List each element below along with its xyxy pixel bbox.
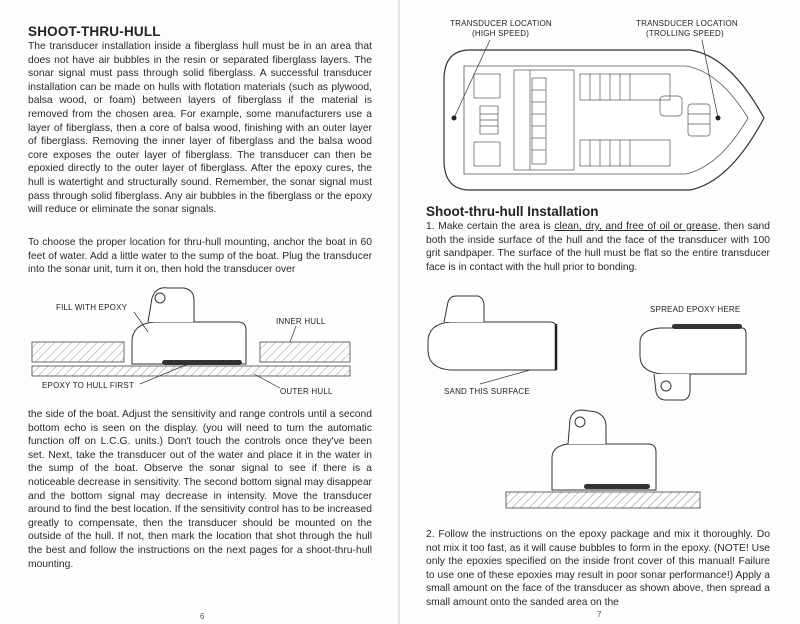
label-high-speed-line2: (HIGH SPEED) — [472, 29, 530, 38]
boat-top-view-diagram — [430, 14, 780, 200]
step-2-paragraph: 2. Follow the instructions on the epoxy package and mix it thoroughly. Do not mix it too fast, as it will cause bubbles to form in the epoxy. (NOTE! Use only the epoxies specified on the inside front cover of this manual! Failure to use one of these epoxies may result in poor sonar performance!) Apply a small amount on the face of the transducer as shown above, then spread a small amount onto the sanded area on the — [426, 529, 770, 608]
high-speed-location-dot — [452, 116, 457, 121]
transducer-side-view-sand — [428, 296, 556, 370]
epoxy-bead-bottom — [584, 484, 650, 489]
page-number: 6 — [200, 612, 205, 621]
transducer-shape — [132, 288, 246, 364]
label-high-speed-line1: TRANSDUCER LOCATION — [450, 19, 552, 28]
installation-heading: Shoot-thru-hull Installation — [426, 204, 599, 219]
label-trolling-speed-line1: TRANSDUCER LOCATION — [636, 19, 738, 28]
label-fill-with-epoxy: FILL WITH EPOXY — [56, 303, 128, 312]
outer-hull-layer — [32, 366, 350, 376]
transducer-side-view-epoxy — [640, 328, 746, 400]
right-page — [400, 0, 800, 624]
page-number-right: 7 — [597, 610, 602, 619]
label-outer-hull: OUTER HULL — [280, 387, 333, 396]
label-sand-this-surface: SAND THIS SURFACE — [444, 387, 530, 396]
intro-paragraph: The transducer installation inside a fiberglass hull must be in an area that does not have air bubbles in the resin or separated fiberglass layers. The sonar signal must pass through solid fiberglass. A successful transducer installation can be made on hulls with flotation materials (such as plywood, balsa wood, or foam) between layers of fiberglass if the material is removed from the chosen area. For example, some manufacturers use a layer of fiberglass, then a core of balsa wood, finishing with an outer layer of fiberglass. Removing the inner layer of fiberglass and the balsa wood core exposes the outer layer of fiberglass. The transducer can then be epoxied directly to the outer layer of fiberglass. After the epoxy cures, the hull is watertight and structurally sound. Remember, the sonar signal must pass through solid fiberglass. Any air bubbles in the fiberglass or the epoxy will reduce or eliminate the sonar signals. — [28, 41, 372, 216]
epoxy-application-diagram — [420, 294, 780, 518]
label-spread-epoxy-here: SPREAD EPOXY HERE — [650, 305, 741, 314]
section-title: SHOOT-THRU-HULL — [28, 24, 161, 39]
step-1-paragraph — [426, 220, 770, 274]
epoxy-strip-top — [672, 324, 742, 329]
location-paragraph: To choose the proper location for thru-hull mounting, anchor the boat in 60 feet of water. Add a little water to the sump of the boat. Plug the transducer into the sonar unit, turn it on, then hold the transducer over — [28, 237, 372, 276]
hull-cross-section-diagram — [28, 284, 372, 400]
step-1-underlined: clean, dry, and free of oil or grease — [554, 221, 718, 232]
sensitivity-paragraph: the side of the boat. Adjust the sensitivity and range controls until a second bottom echo is seen on the display. (you will need to turn the automatic function off on L.C.G. units.) Don't touch the controls once they've been set. Next, take the transducer out of the water and place it in the water in the sump of the boat. Observe the sonar signal to see if there is a noticeable decrease in sensitivity. The second bottom signal may disappear and the bottom signal may decrease in intensity. Move the transducer around to find the best location. If the sensitivity control has to be increased greatly to compensate, then the transducer should be mounted on the outside of the hull. If not, then mark the location that shot through the hull the best and follow the instructions on the next pages for a shoot-thru-hull mounting. — [28, 409, 372, 570]
label-epoxy-to-hull-first: EPOXY TO HULL FIRST — [42, 381, 134, 390]
label-inner-hull: INNER HULL — [276, 317, 326, 326]
hull-surface — [506, 492, 700, 508]
label-trolling-speed-line2: (TROLLING SPEED) — [646, 29, 724, 38]
epoxy-bead — [162, 360, 242, 365]
step-1-rest: , then sand both the inside surface of the hull and the face of the transducer with 100 grit sandpaper. The surface of the hull must be flat so the entire transducer face is in contact with the hull prior to bonding. — [426, 221, 770, 273]
trolling-speed-location-dot — [716, 116, 721, 121]
transducer-mounted-on-hull — [552, 410, 656, 490]
step-1-prefix: 1. Make certain the area is — [426, 221, 555, 232]
